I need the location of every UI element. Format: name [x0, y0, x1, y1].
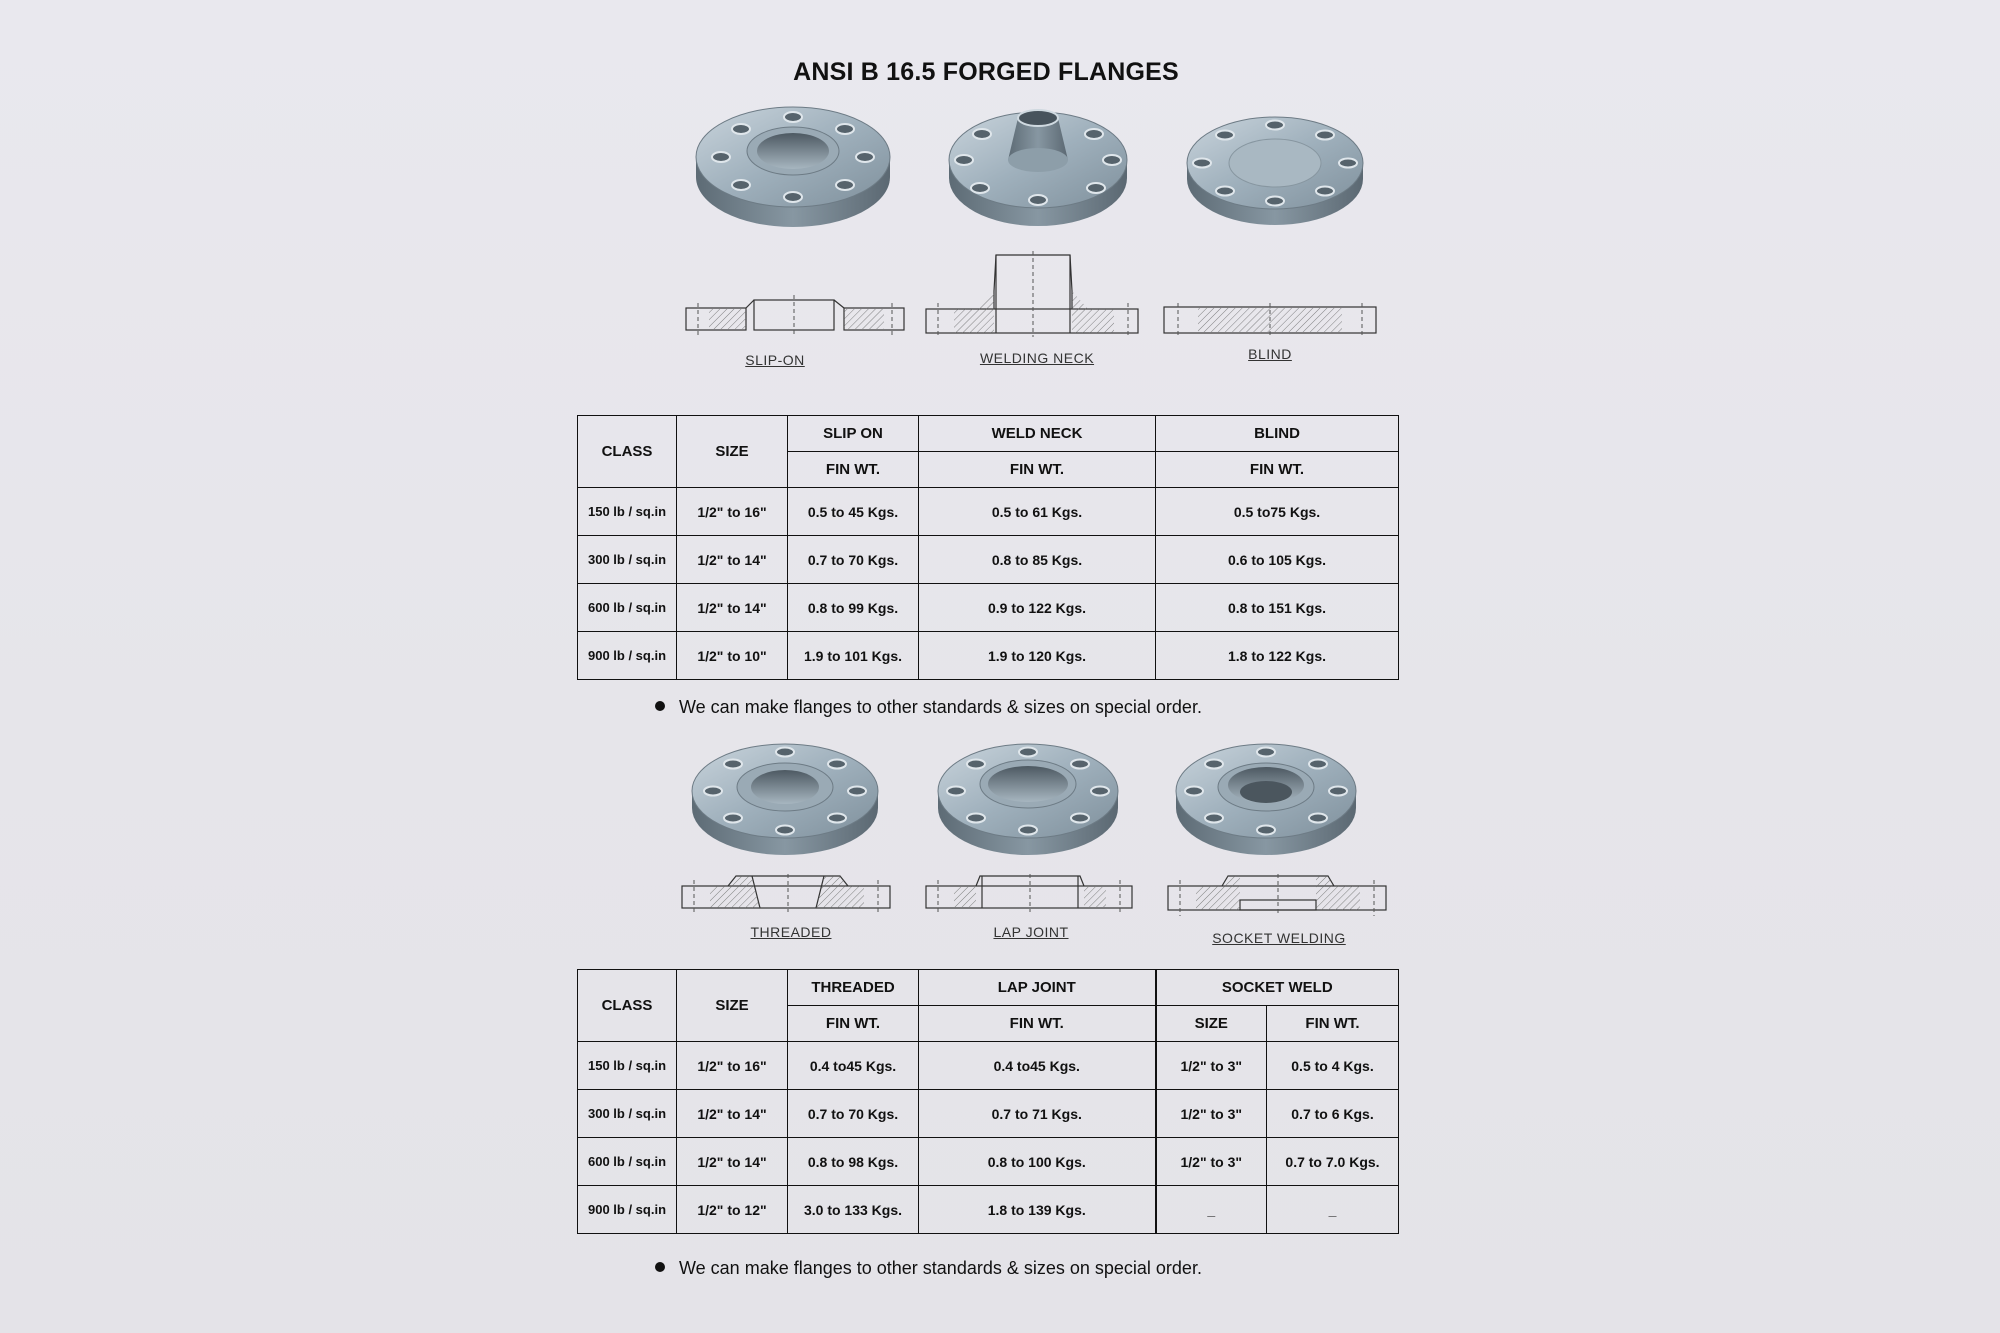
size-header: SIZE [677, 416, 788, 488]
lap-joint-cell: 1.8 to 139 Kgs. [919, 1186, 1156, 1234]
fin-wt-header: FIN WT. [788, 1006, 919, 1042]
bottom-flange-table [577, 969, 1399, 1234]
note-text: We can make flanges to other standards & sizes on special order. [679, 697, 1202, 717]
class-cell: 600 lb / sq.in [578, 584, 677, 632]
table-row [578, 536, 1399, 584]
lap-joint-flange-3d [935, 742, 1121, 858]
socket-wt-cell: _ [1267, 1186, 1399, 1234]
threaded-flange-3d [689, 742, 881, 858]
weld-neck-cell: 0.5 to 61 Kgs. [919, 488, 1156, 536]
fin-wt-header: FIN WT. [1267, 1006, 1399, 1042]
class-cell: 150 lb / sq.in [578, 488, 677, 536]
threaded-cell: 0.4 to45 Kgs. [788, 1042, 919, 1090]
class-cell: 900 lb / sq.in [578, 1186, 677, 1234]
threaded-cell: 3.0 to 133 Kgs. [788, 1186, 919, 1234]
lap-joint-cell: 0.4 to45 Kgs. [919, 1042, 1156, 1090]
weld-neck-header: WELD NECK [919, 416, 1156, 452]
size-cell: 1/2" to 14" [677, 536, 788, 584]
socket-size-cell: 1/2" to 3" [1156, 1042, 1267, 1090]
special-order-note-bottom [655, 1258, 1202, 1279]
blind-section-drawing [1162, 303, 1380, 337]
class-header: CLASS [578, 416, 677, 488]
blind-flange-3d [1184, 115, 1366, 230]
table-row [578, 1186, 1399, 1234]
socket-size-header: SIZE [1156, 1006, 1267, 1042]
blind-header: BLIND [1156, 416, 1399, 452]
slip-on-cell: 0.5 to 45 Kgs. [788, 488, 919, 536]
size-cell: 1/2" to 16" [677, 1042, 788, 1090]
table-row [578, 488, 1399, 536]
table-row [578, 1138, 1399, 1186]
lap-joint-cell: 0.7 to 71 Kgs. [919, 1090, 1156, 1138]
fin-wt-header: FIN WT. [919, 1006, 1156, 1042]
size-cell: 1/2" to 14" [677, 1090, 788, 1138]
threaded-cell: 0.8 to 98 Kgs. [788, 1138, 919, 1186]
lap-joint-cell: 0.8 to 100 Kgs. [919, 1138, 1156, 1186]
socket-size-cell: 1/2" to 3" [1156, 1090, 1267, 1138]
class-cell: 600 lb / sq.in [578, 1138, 677, 1186]
slip-on-cell: 1.9 to 101 Kgs. [788, 632, 919, 680]
threaded-cell: 0.7 to 70 Kgs. [788, 1090, 919, 1138]
class-header: CLASS [578, 970, 677, 1042]
socket-wt-cell: 0.7 to 6 Kgs. [1267, 1090, 1399, 1138]
slip-on-header: SLIP ON [788, 416, 919, 452]
threaded-label: THREADED [750, 924, 832, 940]
note-text: We can make flanges to other standards & sizes on special order. [679, 1258, 1202, 1278]
slip-on-cell: 0.7 to 70 Kgs. [788, 536, 919, 584]
threaded-section-drawing [680, 874, 894, 912]
blind-cell: 1.8 to 122 Kgs. [1156, 632, 1399, 680]
blind-label: BLIND [1248, 346, 1292, 362]
lap-joint-header: LAP JOINT [919, 970, 1156, 1006]
socket-wt-cell: 0.5 to 4 Kgs. [1267, 1042, 1399, 1090]
fin-wt-header: FIN WT. [919, 452, 1156, 488]
bullet-icon [655, 1262, 665, 1272]
blind-cell: 0.5 to75 Kgs. [1156, 488, 1399, 536]
class-cell: 150 lb / sq.in [578, 1042, 677, 1090]
top-flange-table [577, 415, 1399, 680]
weld-neck-cell: 0.8 to 85 Kgs. [919, 536, 1156, 584]
size-cell: 1/2" to 14" [677, 1138, 788, 1186]
slip-on-label: SLIP-ON [745, 352, 805, 368]
welding-neck-section-drawing [924, 251, 1144, 337]
threaded-header: THREADED [788, 970, 919, 1006]
table-row [578, 584, 1399, 632]
class-cell: 300 lb / sq.in [578, 1090, 677, 1138]
socket-wt-cell: 0.7 to 7.0 Kgs. [1267, 1138, 1399, 1186]
bullet-icon [655, 701, 665, 711]
blind-cell: 0.6 to 105 Kgs. [1156, 536, 1399, 584]
blind-cell: 0.8 to 151 Kgs. [1156, 584, 1399, 632]
lap-joint-section-drawing [924, 874, 1136, 912]
welding-neck-flange-3d [946, 104, 1130, 232]
socket-size-cell: 1/2" to 3" [1156, 1138, 1267, 1186]
page-title: ANSI B 16.5 FORGED FLANGES [793, 58, 1179, 86]
welding-neck-label: WELDING NECK [979, 350, 1095, 366]
class-cell: 900 lb / sq.in [578, 632, 677, 680]
socket-welding-section-drawing [1166, 874, 1390, 916]
size-cell: 1/2" to 10" [677, 632, 788, 680]
size-cell: 1/2" to 12" [677, 1186, 788, 1234]
table-row [578, 632, 1399, 680]
lap-joint-label: LAP JOINT [993, 924, 1069, 940]
socket-welding-flange-3d [1173, 742, 1359, 858]
socket-weld-header: SOCKET WELD [1156, 970, 1399, 1006]
size-cell: 1/2" to 14" [677, 584, 788, 632]
weld-neck-cell: 1.9 to 120 Kgs. [919, 632, 1156, 680]
fin-wt-header: FIN WT. [1156, 452, 1399, 488]
weld-neck-cell: 0.9 to 122 Kgs. [919, 584, 1156, 632]
slip-on-cell: 0.8 to 99 Kgs. [788, 584, 919, 632]
table-row [578, 1042, 1399, 1090]
class-cell: 300 lb / sq.in [578, 536, 677, 584]
size-cell: 1/2" to 16" [677, 488, 788, 536]
size-header: SIZE [677, 970, 788, 1042]
socket-welding-label: SOCKET WELDING [1212, 930, 1346, 946]
slip-on-flange-3d [693, 105, 893, 233]
fin-wt-header: FIN WT. [788, 452, 919, 488]
table-row [578, 1090, 1399, 1138]
special-order-note [655, 697, 1202, 718]
socket-size-cell: _ [1156, 1186, 1267, 1234]
slip-on-section-drawing [684, 295, 908, 337]
